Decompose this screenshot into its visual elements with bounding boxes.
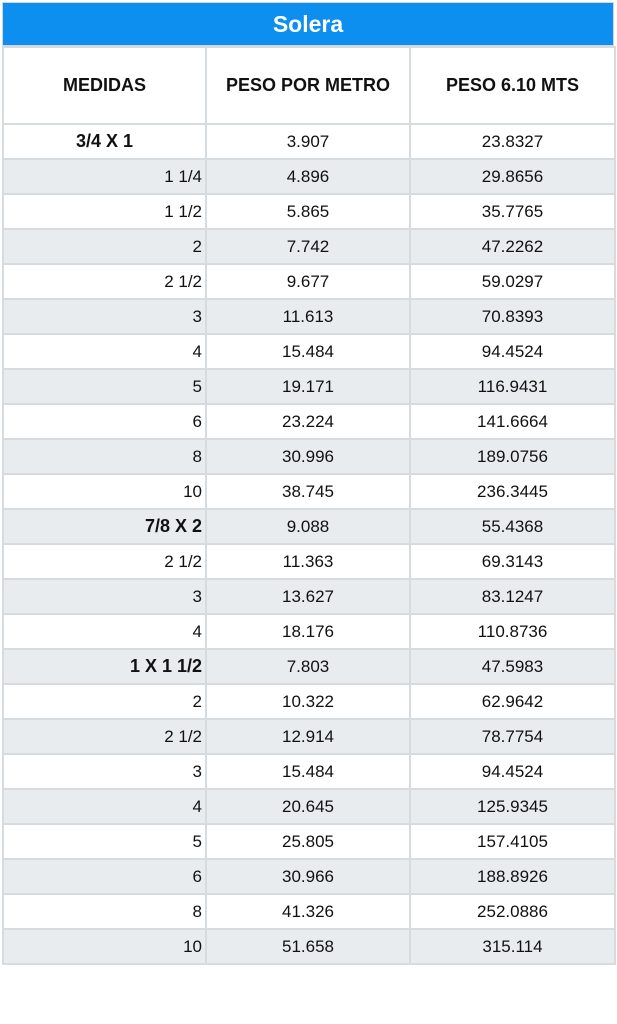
cell-peso-610-mts: 141.6664 — [410, 404, 615, 439]
cell-peso-por-metro: 7.742 — [206, 229, 410, 264]
cell-peso-610-mts: 70.8393 — [410, 299, 615, 334]
table-row — [3, 544, 615, 579]
table-row — [3, 824, 615, 859]
cell-peso-por-metro: 3.907 — [206, 124, 410, 159]
cell-medida: 3 — [3, 754, 206, 789]
cell-peso-610-mts: 59.0297 — [410, 264, 615, 299]
cell-peso-por-metro: 11.613 — [206, 299, 410, 334]
cell-medida: 3 — [3, 299, 206, 334]
cell-medida: 6 — [3, 859, 206, 894]
cell-medida: 4 — [3, 334, 206, 369]
header-row — [3, 47, 615, 124]
cell-peso-610-mts: 94.4524 — [410, 334, 615, 369]
table-row — [3, 859, 615, 894]
table-row — [3, 159, 615, 194]
table-row — [3, 614, 615, 649]
cell-peso-por-metro: 20.645 — [206, 789, 410, 824]
table-row — [3, 929, 615, 964]
cell-medida: 2 1/2 — [3, 264, 206, 299]
cell-medida: 3 — [3, 579, 206, 614]
table-row — [3, 789, 615, 824]
cell-peso-610-mts: 116.9431 — [410, 369, 615, 404]
cell-peso-por-metro: 19.171 — [206, 369, 410, 404]
cell-peso-610-mts: 125.9345 — [410, 789, 615, 824]
cell-peso-por-metro: 13.627 — [206, 579, 410, 614]
header-peso-610-mts: PESO 6.10 MTS — [410, 47, 615, 124]
cell-medida: 1 1/4 — [3, 159, 206, 194]
table-body — [3, 124, 615, 964]
solera-table-container — [2, 2, 614, 965]
cell-peso-610-mts: 55.4368 — [410, 509, 615, 544]
cell-peso-610-mts: 315.114 — [410, 929, 615, 964]
table-row — [3, 579, 615, 614]
header-medidas: MEDIDAS — [3, 47, 206, 124]
cell-peso-610-mts: 47.2262 — [410, 229, 615, 264]
cell-medida: 7/8 X 2 — [3, 509, 206, 544]
cell-peso-610-mts: 157.4105 — [410, 824, 615, 859]
table-row — [3, 194, 615, 229]
cell-peso-610-mts: 189.0756 — [410, 439, 615, 474]
cell-peso-por-metro: 7.803 — [206, 649, 410, 684]
cell-medida: 2 — [3, 229, 206, 264]
table-row — [3, 334, 615, 369]
cell-peso-610-mts: 69.3143 — [410, 544, 615, 579]
cell-peso-610-mts: 94.4524 — [410, 754, 615, 789]
cell-peso-610-mts: 47.5983 — [410, 649, 615, 684]
table-row — [3, 649, 615, 684]
cell-peso-por-metro: 15.484 — [206, 334, 410, 369]
table-title: Solera — [2, 2, 614, 46]
cell-peso-por-metro: 18.176 — [206, 614, 410, 649]
table-row — [3, 299, 615, 334]
cell-medida: 4 — [3, 789, 206, 824]
cell-peso-por-metro: 30.996 — [206, 439, 410, 474]
cell-medida: 2 1/2 — [3, 719, 206, 754]
table-row — [3, 509, 615, 544]
header-peso-por-metro: PESO POR METRO — [206, 47, 410, 124]
cell-peso-610-mts: 110.8736 — [410, 614, 615, 649]
table-row — [3, 894, 615, 929]
cell-peso-por-metro: 25.805 — [206, 824, 410, 859]
cell-peso-por-metro: 5.865 — [206, 194, 410, 229]
table-row — [3, 474, 615, 509]
cell-peso-por-metro: 4.896 — [206, 159, 410, 194]
table-row — [3, 684, 615, 719]
table-row — [3, 229, 615, 264]
cell-peso-610-mts: 236.3445 — [410, 474, 615, 509]
cell-peso-por-metro: 41.326 — [206, 894, 410, 929]
cell-peso-por-metro: 10.322 — [206, 684, 410, 719]
cell-peso-por-metro: 38.745 — [206, 474, 410, 509]
cell-medida: 10 — [3, 474, 206, 509]
cell-peso-610-mts: 29.8656 — [410, 159, 615, 194]
cell-medida: 1 1/2 — [3, 194, 206, 229]
cell-peso-610-mts: 23.8327 — [410, 124, 615, 159]
cell-peso-por-metro: 51.658 — [206, 929, 410, 964]
cell-medida: 2 — [3, 684, 206, 719]
cell-peso-por-metro: 12.914 — [206, 719, 410, 754]
cell-peso-por-metro: 30.966 — [206, 859, 410, 894]
cell-medida: 8 — [3, 894, 206, 929]
cell-peso-por-metro: 15.484 — [206, 754, 410, 789]
cell-medida: 5 — [3, 369, 206, 404]
cell-medida: 5 — [3, 824, 206, 859]
cell-peso-610-mts: 78.7754 — [410, 719, 615, 754]
table-row — [3, 754, 615, 789]
table-row — [3, 439, 615, 474]
weights-table — [2, 46, 616, 965]
cell-peso-por-metro: 9.088 — [206, 509, 410, 544]
cell-peso-610-mts: 35.7765 — [410, 194, 615, 229]
cell-medida: 3/4 X 1 — [3, 124, 206, 159]
cell-peso-610-mts: 83.1247 — [410, 579, 615, 614]
cell-peso-por-metro: 23.224 — [206, 404, 410, 439]
cell-medida: 1 X 1 1/2 — [3, 649, 206, 684]
cell-medida: 4 — [3, 614, 206, 649]
cell-peso-por-metro: 9.677 — [206, 264, 410, 299]
table-row — [3, 124, 615, 159]
table-row — [3, 719, 615, 754]
cell-peso-610-mts: 252.0886 — [410, 894, 615, 929]
table-row — [3, 369, 615, 404]
cell-medida: 10 — [3, 929, 206, 964]
cell-medida: 6 — [3, 404, 206, 439]
cell-peso-610-mts: 62.9642 — [410, 684, 615, 719]
cell-medida: 8 — [3, 439, 206, 474]
table-row — [3, 264, 615, 299]
table-row — [3, 404, 615, 439]
cell-peso-por-metro: 11.363 — [206, 544, 410, 579]
cell-peso-610-mts: 188.8926 — [410, 859, 615, 894]
cell-medida: 2 1/2 — [3, 544, 206, 579]
